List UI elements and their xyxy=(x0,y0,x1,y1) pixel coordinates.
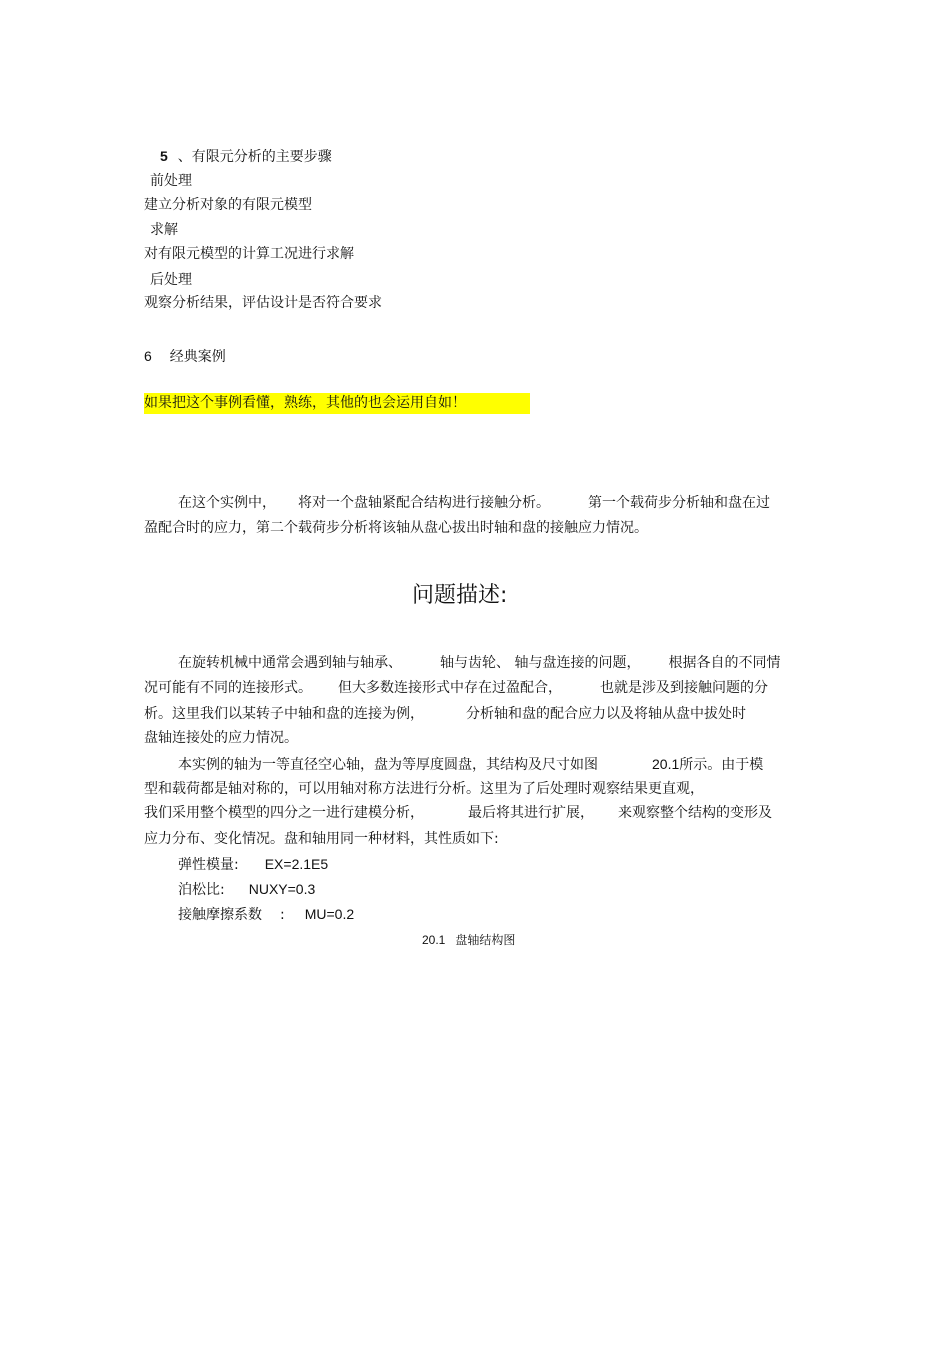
property-label: 接触摩擦系数 xyxy=(178,907,262,923)
intro-line-1 xyxy=(178,494,770,512)
para2-1a: 本实例的轴为一等直径空心轴，盘为等厚度圆盘，其结构及尺寸如图 xyxy=(178,757,598,773)
para1-line-4: 盘轴连接处的应力情况。 xyxy=(144,730,298,746)
para2-3a: 我们采用整个模型的四分之一进行建模分析， xyxy=(144,805,424,821)
page-heading: 问题描述: xyxy=(412,583,508,608)
section5-title: 、有限元分析的主要步骤 xyxy=(177,149,332,165)
para1-1a: 在旋转机械中通常会遇到轴与轴承、 xyxy=(178,655,402,671)
para2-1b: 所示。由于模 xyxy=(679,757,764,773)
step-post-label: 后处理 xyxy=(150,272,192,288)
section6-number: 6 xyxy=(144,348,152,364)
para1-1c: 根据各自的不同情 xyxy=(668,655,781,671)
para2-figure-ref: 20.1 xyxy=(652,756,680,772)
para2-line-2: 型和载荷都是轴对称的，可以用轴对称方法进行分析。这里为了后处理时观察结果更直观， xyxy=(144,781,704,797)
para1-1b: 轴与齿轮、 轴与盘连接的问题， xyxy=(440,655,641,671)
intro-1b: 将对一个盘轴紧配合结构进行接触分析。 xyxy=(298,495,550,511)
para2-3b: 最后将其进行扩展， xyxy=(468,805,594,821)
para1-3b: 分析轴和盘的配合应力以及将轴从盘中拔处时 xyxy=(466,706,746,722)
section6-title: 经典案例 xyxy=(169,349,226,365)
step-post-desc: 观察分析结果，评估设计是否符合要求 xyxy=(144,295,382,311)
para1-line-1 xyxy=(178,654,780,672)
para1-2b: 但大多数连接形式中存在过盈配合， xyxy=(338,680,562,696)
section5-heading xyxy=(160,147,332,166)
highlight-note xyxy=(144,393,530,414)
para2-line-3 xyxy=(144,804,772,822)
intro-line-2: 盈配合时的应力，第二个载荷步分析将该轴从盘心拔出时轴和盘的接触应力情况。 xyxy=(144,520,648,536)
intro-1c: 第一个载荷步分析轴和盘在过 xyxy=(588,495,770,511)
step-pre-desc: 建立分析对象的有限元模型 xyxy=(144,197,312,213)
property-value: NUXY=0.3 xyxy=(248,881,316,897)
highlight-text: 如果把这个事例看懂，熟练，其他的也会运用自如！ xyxy=(144,395,466,411)
step-pre-label: 前处理 xyxy=(150,173,192,189)
property-friction-coefficient xyxy=(178,905,354,924)
para2-line-1 xyxy=(178,755,763,774)
section6-heading xyxy=(144,347,226,366)
property-label: 泊松比: xyxy=(178,882,225,898)
para1-2a: 况可能有不同的连接形式。 xyxy=(144,680,312,696)
figure-caption xyxy=(422,931,515,949)
para1-line-3 xyxy=(144,705,746,723)
para2-3c: 来观察整个结构的变形及 xyxy=(618,805,772,821)
step-solve-label: 求解 xyxy=(150,222,178,238)
para1-line-2 xyxy=(144,679,768,697)
property-elastic-modulus xyxy=(178,855,328,874)
figure-title: 盘轴结构图 xyxy=(455,933,516,947)
para1-3a: 析。这里我们以某转子中轴和盘的连接为例， xyxy=(144,706,424,722)
intro-1a: 在这个实例中， xyxy=(178,495,276,511)
property-poisson-ratio xyxy=(178,880,315,899)
property-label: 弹性模量: xyxy=(178,857,239,873)
property-value: EX=2.1E5 xyxy=(264,856,329,872)
para2-line-4: 应力分布、变化情况。盘和轴用同一种材料，其性质如下: xyxy=(144,831,499,847)
para1-2c: 也就是涉及到接触问题的分 xyxy=(600,680,768,696)
section5-number: 5 xyxy=(160,148,168,164)
property-separator: : xyxy=(280,907,285,923)
property-value: MU=0.2 xyxy=(304,906,355,922)
figure-number: 20.1 xyxy=(422,933,446,947)
step-solve-desc: 对有限元模型的计算工况进行求解 xyxy=(144,246,354,262)
